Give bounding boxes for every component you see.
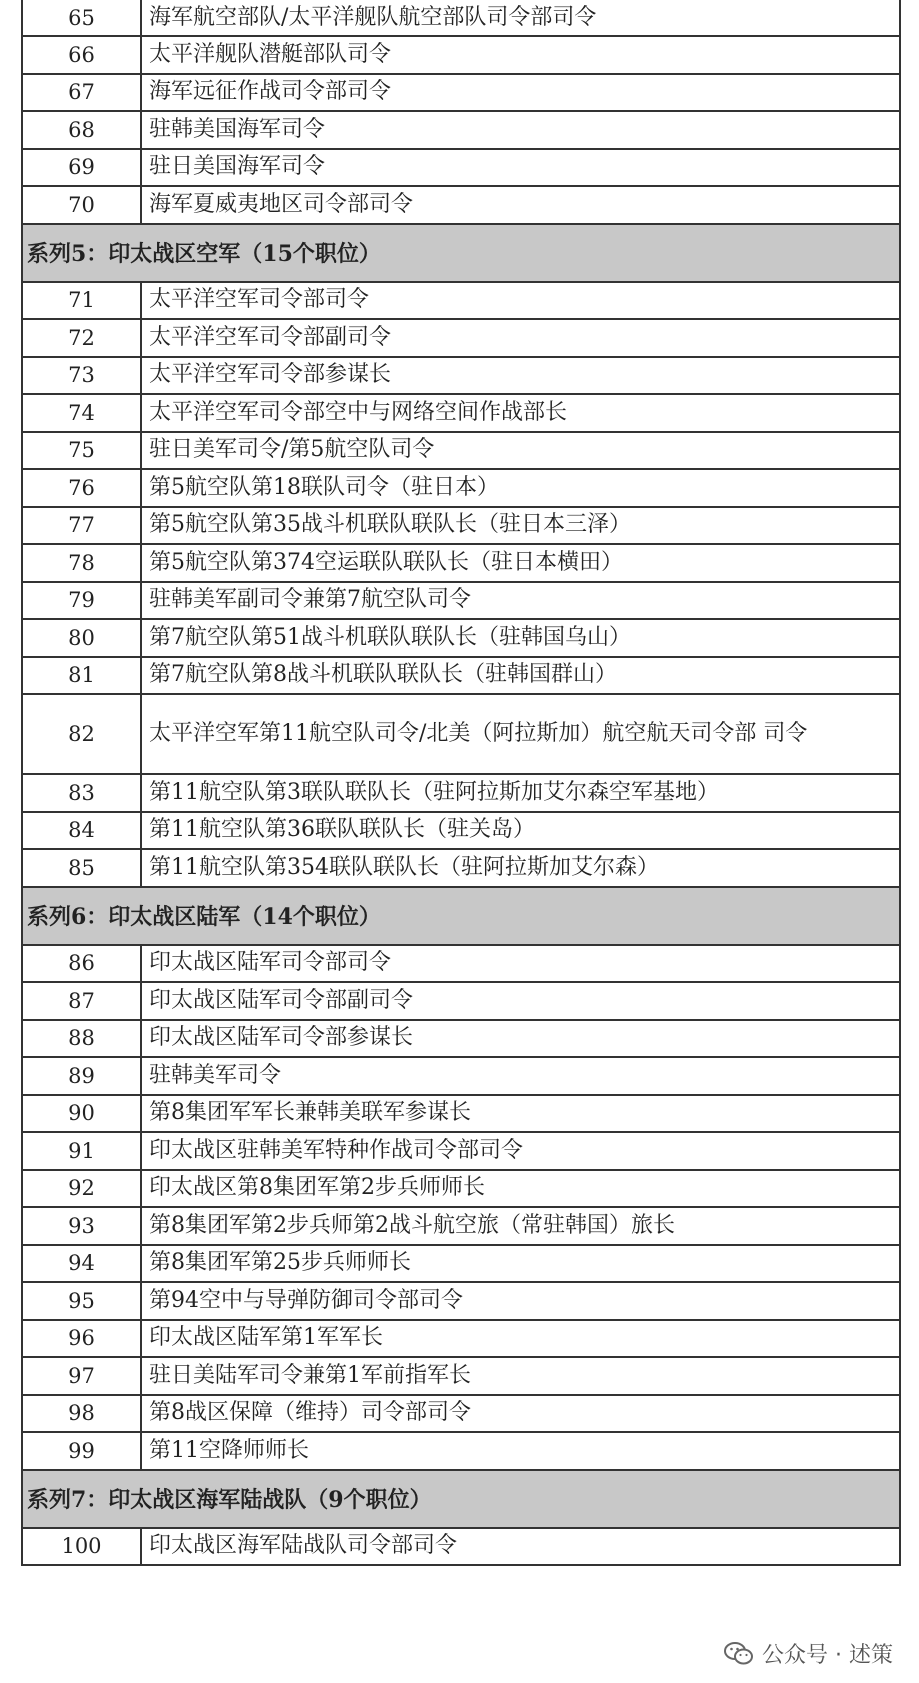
section-header: 系列7：印太战区海军陆战队（9个职位） [21, 1471, 901, 1529]
row-number: 65 [23, 0, 142, 35]
row-number: 68 [23, 112, 142, 148]
table-row [21, 620, 901, 658]
position-title: 太平洋空军司令部司令 [149, 287, 370, 313]
row-number: 94 [23, 1246, 142, 1282]
position-title: 第11航空队第3联队联队长（驻阿拉斯加艾尔森空军基地） [149, 779, 719, 805]
table-row [21, 1058, 901, 1096]
table-row [21, 358, 901, 396]
table-row [21, 1321, 901, 1359]
table-row [21, 470, 901, 508]
watermark-text: 公众号 · 述策 [762, 1643, 893, 1668]
row-number: 99 [23, 1433, 142, 1469]
table-row [21, 37, 901, 75]
watermark [720, 1638, 897, 1669]
table-row [21, 1246, 901, 1284]
row-number: 72 [23, 320, 142, 356]
position-title: 太平洋空军第11航空队司令/北美（阿拉斯加）航空航天司令部 司令 [149, 721, 808, 746]
position-title: 海军夏威夷地区司令部司令 [149, 191, 414, 217]
position-title: 太平洋空军司令部副司令 [149, 324, 392, 350]
table-row [21, 1358, 901, 1396]
table-row [21, 1021, 901, 1059]
position-title: 第94空中与导弹防御司令部司令 [149, 1287, 463, 1313]
table-row [21, 983, 901, 1021]
row-number: 79 [23, 583, 142, 619]
position-title: 海军远征作战司令部司令 [149, 79, 392, 105]
table-row [21, 112, 901, 150]
table-row [21, 75, 901, 113]
position-title: 第8战区保障（维持）司令部司令 [149, 1400, 471, 1426]
table-row [21, 695, 901, 775]
table-row [21, 545, 901, 583]
table-row [21, 150, 901, 188]
row-number: 74 [23, 395, 142, 431]
position-title: 驻日美陆军司令兼第1军前指军长 [149, 1362, 471, 1388]
position-title: 太平洋空军司令部参谋长 [149, 362, 392, 388]
row-number: 90 [23, 1096, 142, 1132]
position-title: 第11航空队第354联队联队长（驻阿拉斯加艾尔森） [149, 854, 659, 880]
table-row [21, 433, 901, 471]
table-row [21, 1433, 901, 1471]
table-row [21, 283, 901, 321]
row-number: 69 [23, 150, 142, 186]
table-row [21, 1208, 901, 1246]
row-number: 67 [23, 75, 142, 111]
position-title: 第7航空队第8战斗机联队联队长（驻韩国群山） [149, 662, 617, 688]
row-number: 87 [23, 983, 142, 1019]
table-row [21, 583, 901, 621]
row-number: 81 [23, 658, 142, 694]
row-number: 91 [23, 1133, 142, 1169]
position-title: 印太战区陆军司令部司令 [149, 950, 392, 976]
position-title: 印太战区驻韩美军特种作战司令部司令 [149, 1137, 524, 1163]
table-row [21, 1396, 901, 1434]
row-number: 97 [23, 1358, 142, 1394]
row-number: 86 [23, 946, 142, 982]
table-row [21, 1096, 901, 1134]
table-row [21, 813, 901, 851]
position-title: 太平洋空军司令部空中与网络空间作战部长 [149, 399, 568, 425]
row-number: 82 [23, 695, 142, 773]
position-title: 驻日美军司令/第5航空队司令 [149, 437, 435, 463]
row-number: 66 [23, 37, 142, 73]
row-number: 75 [23, 433, 142, 469]
position-title: 第8集团军第2步兵师第2战斗航空旅（常驻韩国）旅长 [149, 1212, 675, 1238]
position-title: 第5航空队第35战斗机联队联队长（驻日本三泽） [149, 512, 631, 538]
row-number: 73 [23, 358, 142, 394]
table-row [21, 508, 901, 546]
row-number: 88 [23, 1021, 142, 1057]
table-row [21, 1529, 901, 1567]
table-row [21, 395, 901, 433]
position-title: 第7航空队第51战斗机联队联队长（驻韩国乌山） [149, 624, 631, 650]
position-title: 第5航空队第374空运联队联队长（驻日本横田） [149, 549, 623, 575]
row-number: 93 [23, 1208, 142, 1244]
row-number: 83 [23, 775, 142, 811]
row-number: 84 [23, 813, 142, 849]
position-title: 印太战区陆军司令部参谋长 [149, 1025, 414, 1051]
section-header: 系列5：印太战区空军（15个职位） [21, 225, 901, 283]
wechat-icon [724, 1641, 754, 1667]
position-title: 印太战区陆军司令部副司令 [149, 987, 414, 1013]
row-number: 71 [23, 283, 142, 319]
position-title: 第8集团军军长兼韩美联军参谋长 [149, 1100, 471, 1126]
row-number: 77 [23, 508, 142, 544]
position-table [21, 0, 901, 1566]
row-number: 95 [23, 1283, 142, 1319]
position-title: 印太战区第8集团军第2步兵师师长 [149, 1175, 485, 1201]
table-row [21, 775, 901, 813]
position-title: 太平洋舰队潜艇部队司令 [149, 41, 392, 67]
row-number: 70 [23, 187, 142, 223]
row-number: 96 [23, 1321, 142, 1357]
table-row [21, 658, 901, 696]
table-row [21, 320, 901, 358]
position-title: 第11空降师师长 [149, 1437, 309, 1463]
row-number: 85 [23, 850, 142, 886]
row-number: 78 [23, 545, 142, 581]
position-title: 第8集团军第25步兵师师长 [149, 1250, 411, 1276]
position-title: 海军航空部队/太平洋舰队航空部队司令部司令 [149, 4, 597, 30]
table-row [21, 850, 901, 888]
position-title: 驻韩美军司令 [149, 1062, 282, 1088]
position-title: 驻日美国海军司令 [149, 154, 326, 180]
table-row [21, 0, 901, 37]
table-row [21, 946, 901, 984]
position-title: 驻韩美国海军司令 [149, 116, 326, 142]
position-title: 第11航空队第36联队联队长（驻关岛） [149, 817, 535, 843]
position-title: 印太战区海军陆战队司令部司令 [149, 1533, 458, 1559]
section-header: 系列6：印太战区陆军（14个职位） [21, 888, 901, 946]
position-title: 第5航空队第18联队司令（驻日本） [149, 474, 499, 500]
row-number: 89 [23, 1058, 142, 1094]
table-row [21, 1283, 901, 1321]
row-number: 100 [23, 1529, 142, 1565]
table-row [21, 187, 901, 225]
row-number: 76 [23, 470, 142, 506]
position-title: 印太战区陆军第1军军长 [149, 1325, 383, 1351]
position-title: 驻韩美军副司令兼第7航空队司令 [149, 587, 471, 613]
row-number: 92 [23, 1171, 142, 1207]
table-row [21, 1133, 901, 1171]
row-number: 98 [23, 1396, 142, 1432]
row-number: 80 [23, 620, 142, 656]
table-row [21, 1171, 901, 1209]
